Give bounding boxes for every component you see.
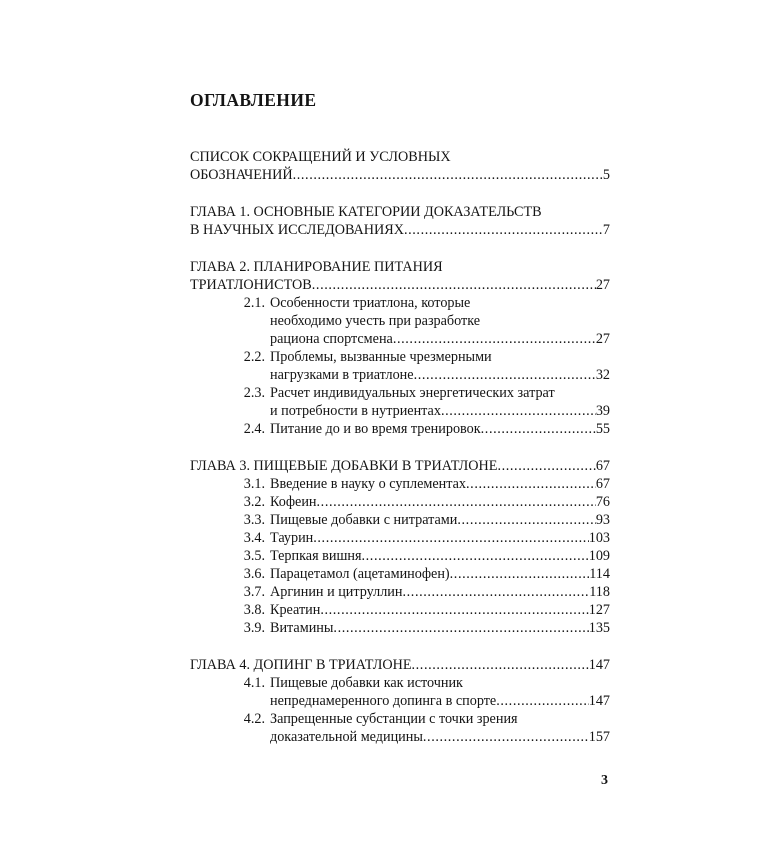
section-number: 2.4.: [243, 421, 265, 437]
toc-section: [190, 384, 610, 420]
section-leader-line: [270, 366, 610, 384]
section-page: 147: [588, 693, 610, 709]
section-title-end: Витамины: [270, 620, 334, 636]
dot-leader: [312, 276, 596, 294]
section-page: 109: [588, 548, 610, 564]
section-body: [270, 565, 610, 583]
section-body: [270, 674, 610, 710]
toc-section: [190, 348, 610, 384]
section-title-end: Парацетамол (ацетаминофен): [270, 566, 450, 582]
section-title-end: Введение в науку о суплементах: [270, 476, 467, 492]
section-title-line: Расчет индивидуальных энергетических затрат: [270, 385, 555, 401]
section-title-end: Таурин: [270, 530, 314, 546]
section-title-end: непреднамеренного допинга в спорте: [270, 693, 497, 709]
section-title-end: и потребности в нутриентах: [270, 403, 441, 419]
section-page: 114: [589, 566, 610, 582]
dot-leader: [313, 529, 588, 547]
chapter-page: 147: [588, 657, 610, 673]
section-page: 93: [595, 512, 610, 528]
dot-leader: [457, 511, 595, 529]
toc-chapter: [190, 258, 610, 438]
chapter-title-line: ГЛАВА 1. ОСНОВНЫЕ КАТЕГОРИИ ДОКАЗАТЕЛЬСТВ: [190, 204, 542, 220]
section-title-line: Проблемы, вызванные чрезмерными: [270, 349, 492, 365]
section-body: [270, 294, 610, 348]
section-title-end: Креатин: [270, 602, 321, 618]
dot-leader: [293, 166, 603, 184]
section-leader-line: [270, 475, 610, 493]
section-page: 67: [595, 476, 610, 492]
section-leader-line: [270, 728, 610, 746]
section-body: [270, 619, 610, 637]
section-body: [270, 710, 610, 746]
chapter-leader-line: [190, 221, 610, 239]
chapter-title-end: ГЛАВА 3. ПИЩЕВЫЕ ДОБАВКИ В ТРИАТЛОНЕ: [190, 458, 498, 474]
section-number: 2.1.: [243, 295, 265, 311]
dot-leader: [466, 475, 596, 493]
section-page: 135: [588, 620, 610, 636]
section-body: [270, 511, 610, 529]
section-page: 76: [595, 494, 610, 510]
section-title-end: Питание до и во время тренировок: [270, 421, 481, 437]
section-page: 103: [588, 530, 610, 546]
chapter-title-line: ГЛАВА 2. ПЛАНИРОВАНИЕ ПИТАНИЯ: [190, 259, 443, 275]
dot-leader: [412, 656, 589, 674]
section-leader-line: [270, 420, 610, 438]
toc-section: [190, 674, 610, 710]
section-title-end: Аргинин и цитруллин: [270, 584, 403, 600]
page-number: 3: [601, 773, 608, 788]
section-number: 2.2.: [243, 349, 265, 365]
section-title-line: Особенности триатлона, которые: [270, 295, 471, 311]
section-body: [270, 420, 610, 438]
chapter-title-end: ГЛАВА 4. ДОПИНГ В ТРИАТЛОНЕ: [190, 657, 412, 673]
chapter-leader-line: [190, 656, 610, 674]
dot-leader: [320, 601, 588, 619]
dot-leader: [414, 366, 596, 384]
toc-chapter: [190, 148, 610, 184]
toc-section: [190, 420, 610, 438]
chapter-leader-line: [190, 457, 610, 475]
toc-section: [190, 529, 610, 547]
section-number: 3.2.: [243, 494, 265, 510]
dot-leader: [403, 583, 590, 601]
section-leader-line: [270, 692, 610, 710]
chapter-page: 27: [595, 277, 610, 293]
toc-section: [190, 710, 610, 746]
section-title-line: Запрещенные субстанции с точки зрения: [270, 711, 518, 727]
section-leader-line: [270, 565, 610, 583]
section-title-end: нагрузками в триатлоне: [270, 367, 414, 383]
toc-section: [190, 601, 610, 619]
table-of-contents: [190, 148, 610, 765]
section-number: 3.5.: [243, 548, 265, 564]
section-body: [270, 493, 610, 511]
chapter-page: 67: [595, 458, 610, 474]
chapter-title-end: ТРИАТЛОНИСТОВ: [190, 277, 312, 293]
toc-heading: ОГЛАВЛЕНИЕ: [190, 90, 317, 110]
section-number: 3.3.: [243, 512, 265, 528]
section-page: 157: [588, 729, 610, 745]
toc-section: [190, 619, 610, 637]
toc-section: [190, 511, 610, 529]
toc-section: [190, 565, 610, 583]
dot-leader: [333, 619, 588, 637]
section-leader-line: [270, 493, 610, 511]
toc-section: [190, 294, 610, 348]
section-title-line: необходимо учесть при разработке: [270, 313, 481, 329]
chapter-page: 7: [602, 222, 610, 238]
section-title-end: Кофеин: [270, 494, 317, 510]
section-title-end: Пищевые добавки с нитратами: [270, 512, 458, 528]
dot-leader: [317, 493, 596, 511]
section-title-end: доказательной медицины: [270, 729, 423, 745]
section-leader-line: [270, 547, 610, 565]
chapter-leader-line: [190, 276, 610, 294]
section-body: [270, 583, 610, 601]
section-leader-line: [270, 511, 610, 529]
section-number: 4.2.: [243, 711, 265, 727]
section-body: [270, 601, 610, 619]
section-number: 2.3.: [243, 385, 265, 401]
toc-section: [190, 493, 610, 511]
section-page: 32: [595, 367, 610, 383]
section-page: 39: [595, 403, 610, 419]
dot-leader: [404, 221, 603, 239]
section-number: 4.1.: [243, 675, 265, 691]
toc-chapter: [190, 203, 610, 239]
section-title-end: рациона спортсмена: [270, 331, 393, 347]
section-number: 3.8.: [243, 602, 265, 618]
section-number: 3.4.: [243, 530, 265, 546]
dot-leader: [393, 330, 596, 348]
section-page: 55: [595, 421, 610, 437]
chapter-title-end: ОБОЗНАЧЕНИЙ: [190, 167, 293, 183]
section-number: 3.6.: [243, 566, 265, 582]
chapter-title-end: В НАУЧНЫХ ИССЛЕДОВАНИЯХ: [190, 222, 404, 238]
section-leader-line: [270, 402, 610, 420]
section-page: 27: [595, 331, 610, 347]
dot-leader: [441, 402, 596, 420]
section-body: [270, 529, 610, 547]
section-body: [270, 384, 610, 420]
chapter-leader-line: [190, 166, 610, 184]
section-leader-line: [270, 330, 610, 348]
chapter-page: 5: [602, 167, 610, 183]
dot-leader: [362, 547, 589, 565]
section-body: [270, 348, 610, 384]
toc-chapter: [190, 656, 610, 746]
toc-section: [190, 547, 610, 565]
dot-leader: [496, 692, 588, 710]
section-body: [270, 475, 610, 493]
section-leader-line: [270, 529, 610, 547]
dot-leader: [481, 420, 596, 438]
toc-section: [190, 583, 610, 601]
dot-leader: [450, 565, 590, 583]
section-title-line: Пищевые добавки как источник: [270, 675, 463, 691]
chapter-title-line: СПИСОК СОКРАЩЕНИЙ И УСЛОВНЫХ: [190, 149, 451, 165]
section-title-end: Терпкая вишня: [270, 548, 362, 564]
section-leader-line: [270, 601, 610, 619]
section-number: 3.7.: [243, 584, 265, 600]
toc-chapter: [190, 457, 610, 637]
section-page: 118: [589, 584, 610, 600]
dot-leader: [497, 457, 595, 475]
section-body: [270, 547, 610, 565]
section-page: 127: [588, 602, 610, 618]
section-number: 3.1.: [243, 476, 265, 492]
section-leader-line: [270, 619, 610, 637]
toc-section: [190, 475, 610, 493]
dot-leader: [423, 728, 589, 746]
section-leader-line: [270, 583, 610, 601]
section-number: 3.9.: [243, 620, 265, 636]
